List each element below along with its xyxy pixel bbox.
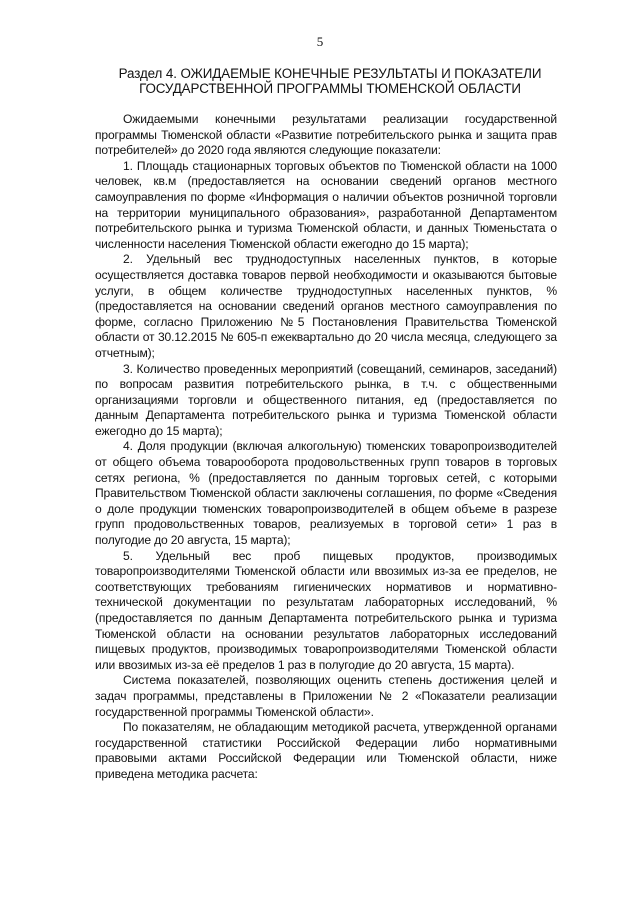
paragraph-indicator-4: 4. Доля продукции (включая алкогольную) тюменских товаропроизводителей от общего объема товарооборота продовольственных групп товаров в торговых сетях региона, % (предоставляется по данным торговых сетей, с которыми Правительством Тюменской области заключены соглашения, по форме «Сведения о доле продукции тюменских товаропроизводителей в общем объеме в разрезе групп продовольственных товаров, реализуемых в торговой сети» 1 раз в полугодие до 20 августа, 15 марта); <box>95 439 557 548</box>
body-text <box>95 112 557 783</box>
heading-line-1: Раздел 4. ОЖИДАЕМЫЕ КОНЕЧНЫЕ РЕЗУЛЬТАТЫ И ПОКАЗАТЕЛИ <box>118 66 542 81</box>
paragraph-methodology: По показателям, не обладающим методикой расчета, утвержденной органами государственной статистики Российской Федерации либо нормативными правовыми актами Российской Федерации или Тюменской области, ниже приведена методика расчета: <box>95 720 557 781</box>
paragraph-indicator-1: 1. Площадь стационарных торговых объектов по Тюменской области на 1000 человек, кв.м (предоставляется на основании сведений органов местного самоуправления по форме «Информация о наличии объектов розничной торговли на территории муниципального образования», разработанной Департаментом потребительского рынка и туризма Тюменской области, и данных Тюменьстата о численности населения Тюменской области ежегодно до 15 марта); <box>95 158 557 251</box>
paragraph-intro: Ожидаемыми конечными результатами реализации государственной программы Тюменской области «Развитие потребительского рынка и защита прав потребителей» до 2020 года являются следующие показатели: <box>95 112 557 158</box>
page-number: 5 <box>316 34 324 49</box>
section-heading <box>110 66 550 96</box>
paragraph-indicator-3: 3. Количество проведенных мероприятий (совещаний, семинаров, заседаний) по вопросам развития потребительского рынка, в т.ч. с общественными организациями торговли и общественного питания, ед (предоставляется по данным Департамента потребительского рынка и туризма Тюменской области ежегодно до 15 марта); <box>95 361 557 438</box>
paragraph-indicator-5: 5. Удельный вес проб пищевых продуктов, производимых товаропроизводителями Тюменской области или ввозимых из-за ее пределов, не соответствующих требованиям гигиенических нормативов и нормативно-технической документации по результатам лабораторных исследований, % (предоставляется по данным Департамента потребительского рынка и туризма Тюменской области на основании результатов лабораторных исследований пищевых продуктов, производимых товаропроизводителями Тюменской области или ввозимых из-за её пределов 1 раз в полугодие до 20 августа, 15 марта). <box>95 548 557 672</box>
paragraph-indicator-2: 2. Удельный вес труднодоступных населенных пунктов, в которые осуществляется доставка товаров первой необходимости и оказываются бытовые услуги, в общем количестве труднодоступных населенных пунктов, % (предоставляется на основании сведений органов местного самоуправления по форме, согласно Приложению №5 Постановления Правительства Тюменской области от 30.12.2015 № 605-п ежеквартально до 20 числа месяца, следующего за отчетным); <box>95 252 557 360</box>
heading-line-2: ГОСУДАРСТВЕННОЙ ПРОГРАММЫ ТЮМЕНСКОЙ ОБЛАСТИ <box>139 81 521 96</box>
paragraph-system: Система показателей, позволяющих оценить степень достижения целей и задач программы, представлены в Приложении № 2 «Показатели реализации государственной программы Тюменской области». <box>95 673 557 719</box>
